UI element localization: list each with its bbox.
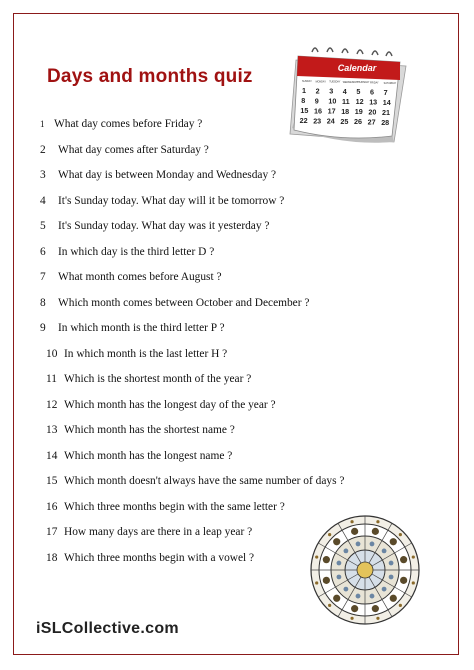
zodiac-tick: [328, 604, 331, 607]
zodiac-tick: [376, 617, 379, 620]
calendar-day: 27: [367, 117, 376, 127]
calendar-header: Calendar: [337, 63, 377, 73]
question-item: [40, 195, 284, 207]
question-item: [46, 552, 254, 564]
question-item: [40, 169, 276, 181]
calendar-day: 18: [341, 106, 350, 116]
question-number: 1: [40, 119, 45, 129]
zodiac-inner-mark: [337, 561, 342, 566]
zodiac-tick: [328, 533, 331, 536]
question-text: Which three months begin with the same letter ?: [64, 500, 285, 513]
question-text: How many days are there in a leap year ?: [64, 526, 253, 538]
question-text: In which day is the third letter D ?: [58, 245, 215, 258]
calendar-day: 26: [354, 117, 362, 127]
zodiac-tick: [315, 581, 318, 584]
calendar-day: 11: [342, 96, 350, 106]
calendar-weekday: FRIDAY: [370, 81, 379, 85]
zodiac-sign-icon: [400, 556, 407, 563]
zodiac-inner-mark: [382, 549, 387, 554]
question-item: [40, 220, 269, 232]
zodiac-tick: [315, 555, 318, 558]
calendar-weekday: SATURDAY: [383, 81, 397, 85]
question-text: Which month doesn't always have the same number of days ?: [64, 475, 345, 487]
zodiac-inner-mark: [344, 549, 349, 554]
calendar-weekday: MONDAY: [315, 80, 326, 84]
calendar-day: 28: [381, 117, 390, 127]
calendar-day: 16: [314, 106, 322, 116]
zodiac-inner-mark: [389, 561, 394, 566]
question-item: [46, 475, 344, 487]
question-number: 11: [46, 373, 57, 385]
question-text: It's Sunday today. What day was it yesterday ?: [58, 220, 270, 232]
calendar-day: 10: [328, 96, 337, 106]
question-item: [40, 144, 209, 156]
question-text: In which month is the last letter H ?: [64, 347, 228, 360]
question-number: 14: [46, 449, 58, 462]
question-item: [46, 450, 232, 462]
question-number: 3: [40, 169, 46, 181]
calendar-day: 4: [342, 86, 347, 96]
question-item: [40, 246, 214, 258]
zodiac-sign-icon: [351, 605, 358, 612]
question-text: What day comes after Saturday ?: [58, 143, 209, 156]
question-number: 18: [46, 551, 58, 564]
site-footer-logo: iSLCollective.com: [36, 620, 179, 637]
question-item: [46, 501, 285, 513]
calendar-day: 3: [329, 86, 334, 96]
question-item: [40, 118, 202, 130]
question-item: [40, 322, 225, 334]
zodiac-tick: [412, 555, 415, 558]
question-number: 4: [40, 194, 46, 207]
question-item: [46, 348, 227, 360]
question-text: Which month has the longest day of the year ?: [64, 398, 276, 411]
question-number: 13: [46, 424, 58, 436]
calendar-day: 20: [368, 107, 377, 117]
question-number: 10: [46, 347, 58, 360]
calendar-day: 14: [382, 97, 391, 107]
question-text: Which is the shortest month of the year ?: [64, 373, 252, 385]
question-item: [40, 271, 222, 283]
question-text: It's Sunday today. What day will it be tomorrow ?: [58, 194, 285, 207]
calendar-day: 23: [313, 116, 322, 126]
calendar-day: 25: [340, 116, 349, 126]
calendar-day: 22: [299, 116, 308, 125]
question-item: [40, 297, 309, 309]
zodiac-tick: [376, 520, 379, 523]
calendar-day: 19: [354, 107, 363, 117]
zodiac-tick: [399, 533, 402, 536]
zodiac-sign-icon: [351, 528, 358, 535]
zodiac-sign-icon: [323, 556, 330, 563]
zodiac-wheel-icon: [309, 514, 421, 626]
question-text: What day comes before Friday ?: [54, 118, 203, 130]
zodiac-sign-icon: [323, 577, 330, 584]
question-number: 7: [40, 271, 46, 283]
calendar-day: 21: [382, 107, 390, 117]
calendar-day: 15: [300, 106, 309, 115]
question-number: 9: [40, 322, 46, 334]
zodiac-sign-icon: [333, 538, 340, 545]
question-item: [46, 399, 276, 411]
calendar-weekday: TUESDAY: [329, 80, 341, 84]
zodiac-sign-icon: [372, 605, 379, 612]
question-text: Which three months begin with a vowel ?: [64, 551, 255, 564]
zodiac-tick: [399, 604, 402, 607]
calendar-day: 17: [327, 106, 336, 116]
calendar-weekday: SUNDAY: [302, 80, 312, 83]
page-title: Days and months quiz: [47, 66, 253, 87]
question-item: [46, 424, 235, 436]
calendar-day: 12: [355, 97, 364, 107]
zodiac-inner-mark: [382, 587, 387, 592]
question-item: [46, 373, 251, 385]
question-text: Which month comes between October and December ?: [58, 296, 310, 309]
zodiac-tick: [350, 520, 353, 523]
question-item: [46, 526, 252, 538]
zodiac-inner-mark: [370, 542, 375, 547]
question-number: 15: [46, 475, 58, 487]
calendar-weekday: THURSDAY: [356, 81, 370, 85]
calendar-day: 1: [302, 86, 306, 95]
calendar-day: 7: [383, 87, 388, 97]
calendar-day: 13: [369, 97, 378, 107]
question-text: What day is between Monday and Wednesday ?: [58, 169, 277, 181]
question-number: 16: [46, 500, 58, 513]
question-number: 12: [46, 398, 58, 411]
question-text: Which month has the longest name ?: [64, 449, 233, 462]
question-number: 6: [40, 245, 46, 258]
zodiac-sign-icon: [390, 595, 397, 602]
zodiac-sign-icon: [400, 577, 407, 584]
question-number: 2: [40, 143, 46, 156]
calendar-day: 2: [315, 86, 320, 96]
question-number: 8: [40, 296, 46, 309]
calendar-day: 9: [314, 96, 319, 106]
zodiac-sign-icon: [372, 528, 379, 535]
zodiac-sign-icon: [390, 538, 397, 545]
question-text: In which month is the third letter P ?: [58, 322, 225, 334]
zodiac-inner-mark: [389, 575, 394, 580]
calendar-weekday: WEDNESDAY: [342, 80, 359, 84]
question-number: 5: [40, 220, 46, 232]
calendar-icon: [282, 38, 412, 148]
zodiac-inner-mark: [337, 575, 342, 580]
zodiac-inner-mark: [344, 587, 349, 592]
calendar-day: 6: [370, 87, 374, 97]
question-text: What month comes before August ?: [58, 271, 222, 283]
zodiac-inner-mark: [370, 594, 375, 599]
zodiac-tick: [350, 617, 353, 620]
question-text: Which month has the shortest name ?: [64, 424, 235, 436]
zodiac-inner-mark: [356, 542, 361, 547]
zodiac-sign-icon: [333, 595, 340, 602]
zodiac-tick: [412, 581, 415, 584]
calendar-day: 5: [356, 87, 361, 97]
zodiac-inner-mark: [356, 594, 361, 599]
calendar-day: 8: [301, 96, 306, 105]
calendar-day: 24: [326, 116, 335, 126]
question-number: 17: [46, 526, 58, 538]
